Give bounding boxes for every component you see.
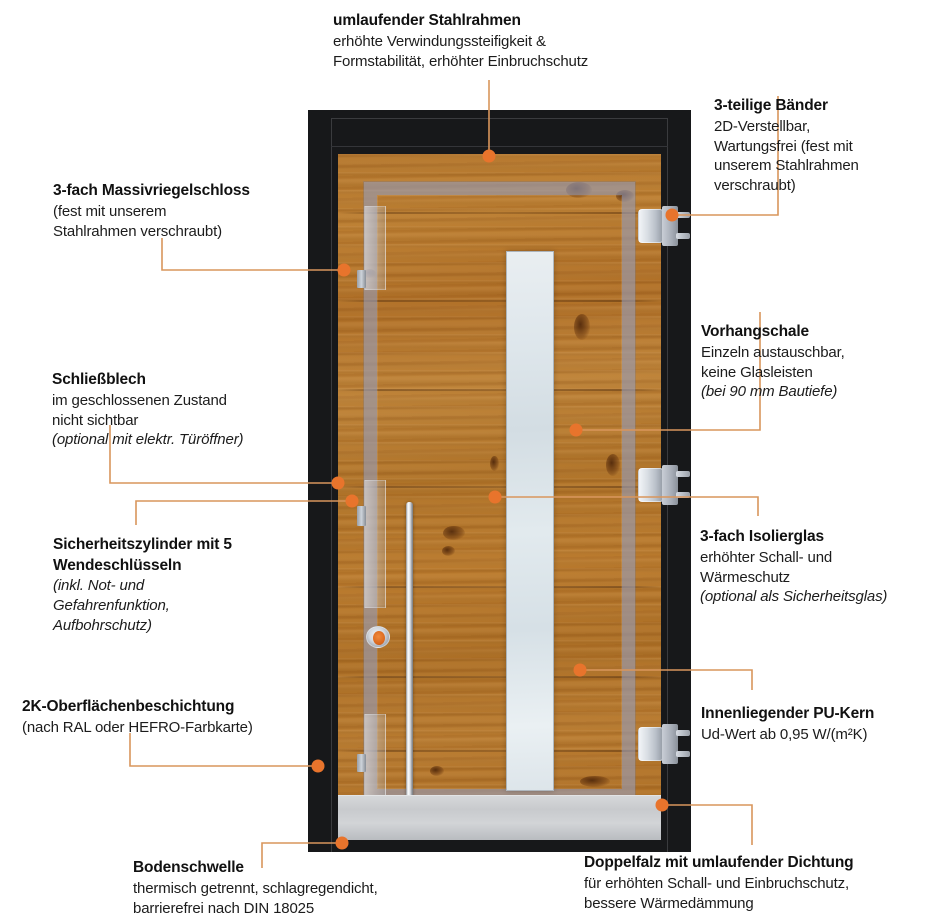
security-cylinder [366,626,390,648]
annotation-line: im geschlossenen Zustand [52,391,227,409]
annotation-sicherheitszylinder [53,535,232,636]
hotspot-baender [666,209,679,222]
annotation-title: 2K-Oberflächenbeschichtung [22,698,235,715]
annotation-baender [714,96,859,196]
annotation-line: Aufbohrschutz) [53,617,152,635]
annotation-title: Innenliegender PU-Kern [701,705,875,722]
annotation-line: (nach RAL oder HEFRO-Farbkarte) [22,718,253,736]
bolt-top [357,270,366,288]
hotspot-pu-kern [574,664,587,677]
annotation-schliessblech [52,370,243,450]
annotation-line: (bei 90 mm Bautiefe) [701,383,838,401]
door-pull-handle [406,502,413,800]
annotation-title: umlaufender Stahlrahmen [333,12,521,29]
annotation-title: 3-teilige Bänder [714,97,828,114]
annotation-isolierglas [700,527,887,607]
annotation-title: Vorhangschale [701,323,810,340]
annotation-line: Gefahrenfunktion, [53,597,170,615]
hotspot-massivriegelschloss [338,264,351,277]
annotation-bodenschwelle [133,858,378,918]
hinge-middle [638,465,690,505]
door-threshold [338,795,661,840]
hinge-top [638,206,690,246]
annotation-line: 2D-Verstellbar, [714,117,811,135]
annotation-line: Stahlrahmen verschraubt) [53,222,222,240]
annotation-line: erhöhter Schall- und [700,548,833,566]
annotation-line: für erhöhten Schall- und Einbruchschutz, [584,874,849,892]
hinge-bottom [638,724,690,764]
annotation-title: 3-fach Isolierglas [700,528,824,545]
annotation-title: Sicherheitszylinder mit 5 [53,536,232,553]
annotation-line: bessere Wärmedämmung [584,894,754,912]
annotation-pu-kern [701,704,874,745]
hotspot-schliessblech [332,477,345,490]
bolt-bottom [357,754,366,772]
hotspot-isolierglas [489,491,502,504]
annotation-oberflaechenbeschichtung [22,697,253,738]
annotation-stahlrahmen [333,11,588,71]
annotation-line: (optional mit elektr. Türöffner) [52,431,244,449]
strike-plate-top [364,206,386,290]
annotation-title: 3-fach Massivriegelschloss [53,182,250,199]
annotation-line: erhöhte Verwindungssteifigkeit & [333,32,546,50]
triple-glazing-panel [506,251,554,791]
annotation-massivriegelschloss [53,181,250,241]
annotation-title: Schließblech [52,371,146,388]
hotspot-oberflaechenbeschichtung [312,760,325,773]
multi-point-lock-strip [364,480,386,608]
annotation-line: verschraubt) [714,177,796,195]
annotation-title: Doppelfalz mit umlaufender Dichtung [584,854,854,871]
annotation-title-2: Wendeschlüsseln [53,556,182,574]
annotation-line: Ud-Wert ab 0,95 W/(m²K) [701,725,868,743]
annotation-line: unserem Stahlrahmen [714,157,859,175]
door-frame-head-line [331,146,668,147]
hotspot-vorhangschale [570,424,583,437]
hotspot-bodenschwelle [336,837,349,850]
hotspot-doppelfalz [656,799,669,812]
annotation-line: keine Glasleisten [701,363,813,381]
annotation-title: Bodenschwelle [133,859,244,876]
annotation-vorhangschale [701,322,845,402]
cylinder-core [373,631,385,645]
hotspot-stahlrahmen [483,150,496,163]
annotation-line: (fest mit unserem [53,202,167,220]
annotation-line: (optional als Sicherheitsglas) [700,588,888,606]
bolt-middle [357,506,366,526]
annotation-line: Einzeln austauschbar, [701,343,845,361]
annotation-line: barrierefrei nach DIN 18025 [133,899,315,917]
annotation-doppelfalz [584,853,853,913]
annotation-line: Wartungsfrei (fest mit [714,137,853,155]
annotation-line: (inkl. Not- und [53,577,145,595]
door-illustration [308,110,691,852]
hotspot-sicherheitszylinder [346,495,359,508]
annotation-line: Formstabilität, erhöhter Einbruchschutz [333,52,589,70]
annotation-line: thermisch getrennt, schlagregendicht, [133,879,378,897]
connector-oberflaechenbeschichtung [130,733,318,766]
annotation-line: Wärmeschutz [700,568,791,586]
annotation-line: nicht sichtbar [52,411,139,429]
